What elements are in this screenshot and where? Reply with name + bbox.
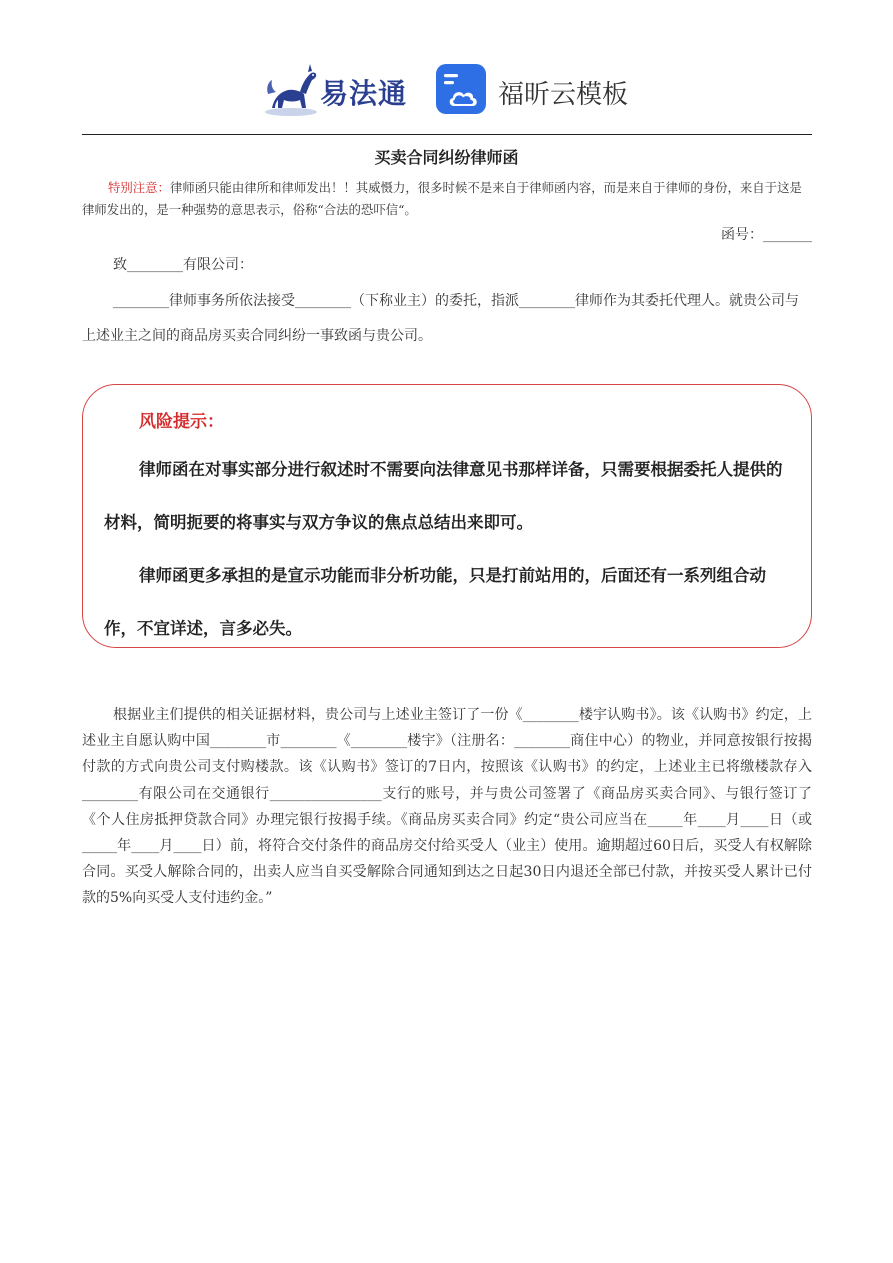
risk-tip-title: 风险提示： <box>139 412 224 432</box>
risk-tip-box <box>82 384 812 648</box>
special-notice <box>82 177 812 221</box>
notice-text: 律师函只能由律所和律师发出！！其威慑力，很多时候不是来自于律师函内容，而是来自于律师的身份，来自于这是律师发出的，是一种强势的意思表示，俗称“合法的恐吓信“。 <box>82 180 802 217</box>
facts-paragraph: 根据业主们提供的相关证据材料，贵公司与上述业主签订了一份《________楼宇认购书》。该《认购书》约定，上述业主自愿认购中国________市________《________楼宇》（注册名：________商住中心）的物业，并同意按银行按揭付款的方式向贵公司支付购楼款。该《认购书》签订的7日内，按照该《认购书》的约定，上述业主已将缴楼款存入________有限公司在交通银行________________支行的账号，并与贵公司签署了《商品房买卖合同》、与银行签订了《个人住房抵押贷款合同》办理完银行按揭手续。《商品房买卖合同》约定“贵公司应当在_____年____月____日（或_____年____月____日）前，将符合交付条件的商品房交付给买受人（业主）使用。逾期超过60日后，买受人有权解除合同。买受人解除合同的，出卖人应当自买受解除合同通知到达之日起30日内退还全部已付款，并按买受人累计已付款的5%向买受人支付违约金。” <box>82 707 812 907</box>
document-title: 买卖合同纠纷律师函 <box>374 148 519 167</box>
yifatong-logo-text: 易法通 <box>320 77 408 110</box>
letter-number: 函号：_______ <box>721 227 812 243</box>
page-header <box>0 56 893 126</box>
yifatong-logo <box>262 60 422 118</box>
risk-tip-paragraph-2: 律师函更多承担的是宣示功能而非分析功能，只是打前站用的，后面还有一系列组合动作，不宜详述，言多必失。 <box>104 566 766 638</box>
fuxin-logo-text: 福昕云模板 <box>498 80 629 110</box>
cloud-document-icon <box>436 64 486 114</box>
header-divider <box>82 134 812 135</box>
notice-label: 特别注意： <box>108 180 170 195</box>
qilin-emblem-icon <box>262 60 320 118</box>
salutation: 致________有限公司： <box>113 257 253 273</box>
risk-tip-paragraph-1: 律师函在对事实部分进行叙述时不需要向法律意见书那样详备，只需要根据委托人提供的材料，简明扼要的将事实与双方争议的焦点总结出来即可。 <box>104 460 783 532</box>
fuxin-logo <box>436 64 646 120</box>
intro-paragraph: ________律师事务所依法接受________（下称业主）的委托，指派________律师作为其委托代理人。就贵公司与上述业主之间的商品房买卖合同纠纷一事致函与贵公司。 <box>82 293 799 344</box>
